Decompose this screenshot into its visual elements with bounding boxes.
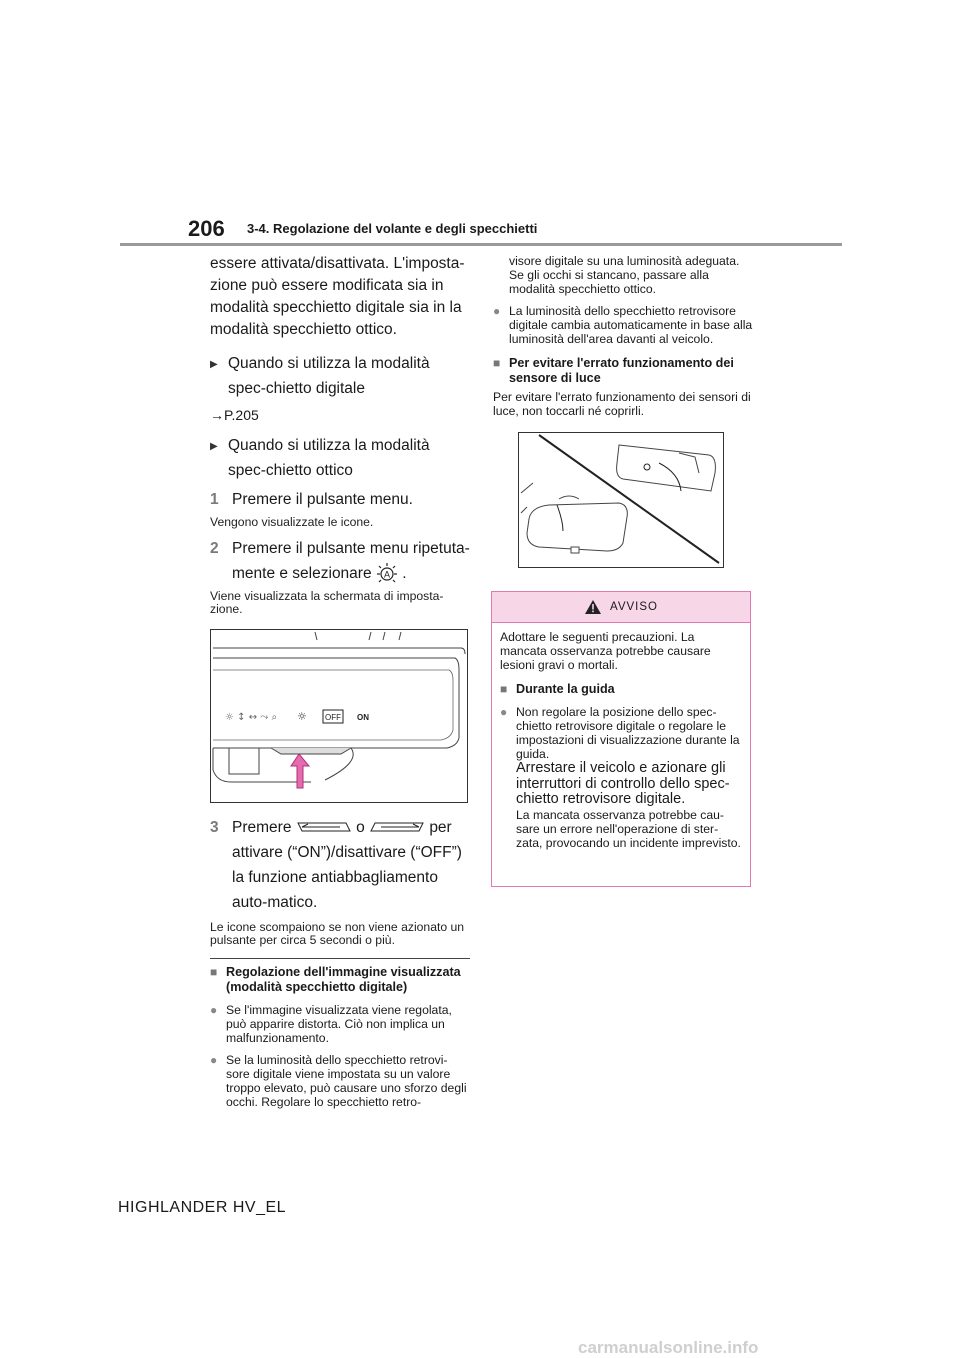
square-bullet-icon: ■ bbox=[210, 964, 218, 979]
svg-text:☼: ☼ bbox=[297, 709, 307, 723]
step-text: Premere il pulsante menu ripetuta-mente e selezionare bbox=[232, 539, 470, 582]
sensor-illustration bbox=[519, 433, 723, 567]
warning-subhead bbox=[500, 682, 742, 697]
bullet-brightness bbox=[210, 1053, 470, 1109]
step-1-note: Vengono visualizzate le icone. bbox=[210, 515, 374, 529]
step-2 bbox=[210, 536, 470, 586]
header-rule bbox=[120, 243, 842, 246]
mirror-illustration bbox=[211, 630, 467, 802]
circle-bullet-icon: ● bbox=[500, 705, 508, 719]
bullet-text: Se la luminosità dello specchietto retrovi-sore digitale viene impostata su un valore troppo elevato, può causare uno sforzo degli occhi. Regolare lo specchietto retro- bbox=[226, 1052, 467, 1109]
subhead-text: Regolazione dell'immagine visualizzata (modalità specchietto digitale) bbox=[226, 964, 461, 994]
bullet-text-large: Arrestare il veicolo e azionare gli interruttori di controllo dello spec-chietto retrovisore digitale. bbox=[516, 760, 730, 807]
light-sensor-figure bbox=[518, 432, 724, 568]
subhead-light-sensor bbox=[493, 356, 755, 386]
off-label: OFF bbox=[325, 712, 341, 722]
step-3 bbox=[210, 815, 470, 915]
triangle-bullet-icon: ▶ bbox=[210, 441, 218, 452]
left-column bbox=[210, 253, 470, 1109]
mirror-buttons-figure bbox=[210, 629, 468, 803]
intro-paragraph: essere attivata/disattivata. L'imposta-zione può essere modificata sia in modalità specchietto digitale sia in la modalità specchietto ottico. bbox=[210, 255, 465, 338]
step-text-end: . bbox=[402, 564, 407, 582]
step3-premere: Premere bbox=[232, 818, 292, 836]
bullet-auto-brightness bbox=[493, 304, 755, 346]
left-button-icon bbox=[296, 821, 352, 833]
circle-bullet-icon: ● bbox=[210, 1002, 218, 1017]
light-sensor-text: Per evitare l'errato funzionamento dei sensori di luce, non toccarli né coprirli. bbox=[493, 390, 751, 418]
warning-title: AVVISO bbox=[610, 601, 658, 613]
triangle-bullet-icon: ▶ bbox=[210, 359, 218, 370]
circle-bullet-icon: ● bbox=[210, 1052, 218, 1067]
square-bullet-icon: ■ bbox=[493, 356, 501, 370]
warning-box bbox=[491, 591, 751, 887]
warning-body bbox=[492, 623, 750, 850]
step-number: 3 bbox=[210, 818, 219, 836]
circle-bullet-icon: ● bbox=[493, 304, 501, 318]
auto-dimming-icon bbox=[376, 562, 398, 584]
step-1 bbox=[210, 487, 470, 512]
page-reference: →P.205 bbox=[210, 407, 259, 423]
warning-triangle-icon bbox=[584, 599, 602, 615]
page-number: 206 bbox=[188, 216, 225, 241]
item-optical-text: Quando si utilizza la modalità spec-chietto ottico bbox=[228, 437, 430, 479]
step-3-note: Le icone scompaiono se non viene azionato un pulsante per circa 5 secondi o più. bbox=[210, 919, 465, 947]
right-button-icon bbox=[369, 821, 425, 833]
bullet-text: Non regolare la posizione dello spec-chietto retrovisore digitale o regolare le impostazioni di visualizzazione durante la guida. bbox=[516, 705, 740, 761]
square-bullet-icon: ■ bbox=[500, 682, 508, 696]
right-column bbox=[493, 254, 755, 568]
subhead-text: Durante la guida bbox=[516, 682, 615, 696]
subhead-text: Per evitare l'errato funzionamento dei sensore di luce bbox=[509, 356, 734, 385]
step3-rest: attivare (“ON”)/disattivare (“OFF”) la funzione antiabbagliamento auto-matico. bbox=[232, 843, 462, 911]
continued-text: visore digitale su una luminosità adeguata. Se gli occhi si stancano, passare alla modalità specchietto ottico. bbox=[509, 254, 740, 296]
warning-header bbox=[492, 592, 750, 623]
svg-text:A: A bbox=[383, 569, 390, 580]
on-label: ON bbox=[357, 712, 369, 722]
watermark: carmanualsonline.info bbox=[578, 1338, 759, 1357]
section-divider bbox=[210, 958, 470, 959]
warning-intro: Adottare le seguenti precauzioni. La mancata osservanza potrebbe causare lesioni gravi o mortali. bbox=[500, 630, 711, 672]
step-number: 2 bbox=[210, 539, 219, 557]
step3-o: o bbox=[356, 818, 365, 836]
bullet-text: Se l'immagine visualizzata viene regolata, può apparire distorta. Ciò non implica un malfunzionamento. bbox=[226, 1002, 452, 1045]
step-number: 1 bbox=[210, 491, 219, 508]
footer-model: HIGHLANDER HV_EL bbox=[118, 1199, 287, 1216]
subhead-image-adjust bbox=[210, 965, 470, 995]
bullet-distortion bbox=[210, 1003, 470, 1045]
item-digital-text: Quando si utilizza la modalità spec-chietto digitale bbox=[228, 355, 430, 397]
item-optical-mode bbox=[210, 433, 470, 483]
step-2-note: Viene visualizzata la schermata di imposta-zione. bbox=[210, 588, 444, 616]
step3-per: per bbox=[429, 818, 452, 836]
bullet-text: La luminosità dello specchietto retrovisore digitale cambia automaticamente in base alla luminosità dell'area davanti al veicolo. bbox=[509, 304, 753, 346]
bullet-text: La mancata osservanza potrebbe cau-sare un errore nell'operazione di ster-zata, provocando un incidente imprevisto. bbox=[516, 807, 741, 850]
section-title: 3-4. Regolazione del volante e degli specchietti bbox=[247, 221, 538, 236]
svg-text:☼ ↕ ↔ ⤳ ⌕: ☼ ↕ ↔ ⤳ ⌕ bbox=[225, 711, 278, 723]
item-digital-mode bbox=[210, 351, 470, 401]
step-text: Premere il pulsante menu. bbox=[232, 491, 413, 508]
warning-bullet bbox=[500, 705, 742, 850]
